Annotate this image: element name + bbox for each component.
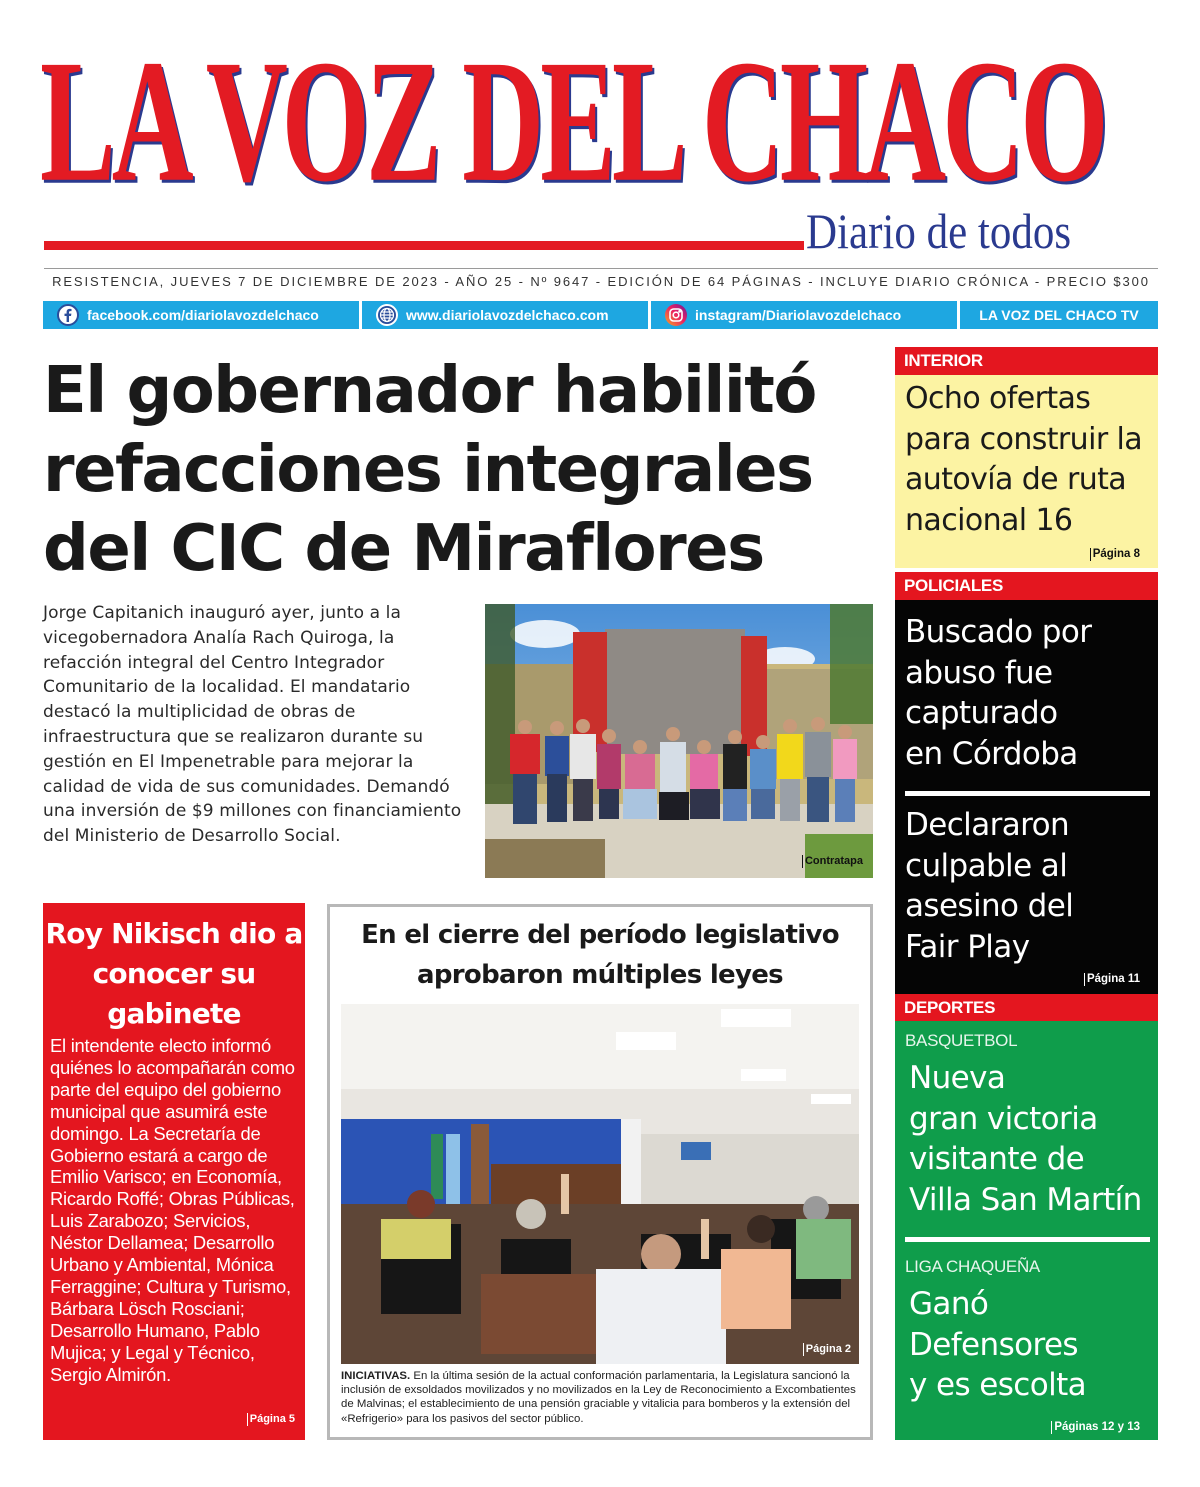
deportes-story-1[interactable]: [895, 1021, 1158, 1220]
policiales-divider: [905, 791, 1150, 796]
interior-headline-line: Ocho ofertas: [905, 381, 1091, 416]
deportes-stories[interactable]: [895, 1021, 1158, 1440]
policiales-headline-line: en Córdoba: [905, 735, 1078, 772]
lead-body: Jorge Capitanich inauguró ayer, junto a la vicegobernadora Analía Rach Quiroga, la refacción integral del Centro Integrador Comunitario de la localidad. El mandatario destacó la multiplicidad de obras de infraestructura que se realizaron durante su gestión en El Impenetrable para mejorar la calidad de vida de sus comunidades. Demandó una inversión de $9 millones con financiamiento del Ministerio de Desarrollo Social.: [43, 603, 462, 847]
dateline: RESISTENCIA, JUEVES 7 DE DICIEMBRE DE 2023 - AÑO 25 - Nº 9647 - EDICIÓN DE 64 PÁGINAS - INCLUYE DIARIO CRÓNICA - PRECIO $300: [52, 274, 1150, 289]
deportes-headline-line: Ganó: [909, 1286, 989, 1322]
newspaper-logo: LA VOZ DEL CHACO: [40, 24, 1105, 219]
lead-photo-credit: Contratapa: [802, 855, 863, 868]
deportes-headline-line: Defensores: [909, 1326, 1078, 1363]
caption-text: En la última sesión de la actual conformación parlamentaria, la Legislatura sancionó la inclusión de exsoldados movilizados y no movilizados en la Ley de Reconocimiento a Excombatientes de Malvinas; el establecimiento de una pensión graciable y vitalicia para bomberos y la extensión del «Refrigerio» para los pasivos del sector público.: [341, 1370, 856, 1425]
caption-lead: INICIATIVAS.: [341, 1370, 411, 1382]
legislature-headline[interactable]: En el cierre del período legislativo aprobaron múltiples leyes: [361, 920, 839, 990]
masthead-divider: [44, 268, 1158, 269]
policiales-stories[interactable]: [895, 600, 1158, 994]
legislature-session-photo: [341, 1004, 859, 1364]
deportes-story-2[interactable]: [895, 1256, 1158, 1406]
nikisch-headline[interactable]: Roy Nikisch dio a conocer su gabinete: [45, 917, 303, 1030]
interior-headline-line: nacional 16: [905, 502, 1073, 538]
interior-page-ref: Página 8: [1090, 548, 1140, 561]
policiales-headline-line: Fair Play: [905, 928, 1030, 965]
deportes-headline-line: gran victoria: [909, 1100, 1098, 1137]
policiales-story-1[interactable]: [895, 600, 1158, 774]
nikisch-body: El intendente electo informó quiénes lo acompañarán como parte del equipo del gobierno municipal que asumirá este domingo. La Secretaría de Gobierno estará a cargo de Emilio Varisco; en Economía, Ricardo Roffé; Obras Públicas, Luis Zarabozo; Servicios, Néstor Dellamea; Desarrollo Urbano y Ambiental, Mónica Ferraggine; Cultura y Turismo, Bárbara Lösch Rosciani; Desarrollo Humano, Pablo Mujica; y Legal y Técnico, Sergio Almirón.: [50, 1035, 295, 1385]
nikisch-page-ref: Página 5: [247, 1413, 295, 1426]
policiales-headline-line: abuso fue: [905, 654, 1053, 691]
policiales-headline-line: Declararon: [905, 807, 1070, 843]
globe-icon: [376, 304, 398, 326]
legislature-photo[interactable]: [341, 1004, 859, 1364]
interior-headline-line: autovía de ruta: [905, 462, 1127, 497]
policiales-headline-line: capturado: [905, 695, 1058, 731]
lead-headline[interactable]: El gobernador habilitó refacciones integrales del CIC de Miraflores: [43, 354, 816, 586]
policiales-story-2[interactable]: [895, 805, 1158, 967]
section-label-interior[interactable]: INTERIOR: [895, 347, 1158, 375]
website-link[interactable]: [362, 301, 648, 329]
masthead-red-rule: [44, 241, 804, 250]
deportes-headline-line: visitante de: [909, 1141, 1085, 1177]
facebook-link[interactable]: [43, 301, 359, 329]
section-label-policiales[interactable]: POLICIALES: [895, 572, 1158, 600]
deportes-subsection: BASQUETBOL: [905, 1031, 1018, 1050]
interior-headline-line: para construir la: [905, 421, 1143, 457]
policiales-headline-line: culpable al: [905, 847, 1068, 884]
section-label-deportes[interactable]: DEPORTES: [895, 994, 1158, 1022]
deportes-headline-line: Nueva: [909, 1060, 1006, 1096]
deportes-headline-line: y es escolta: [909, 1367, 1087, 1403]
interior-story[interactable]: [895, 375, 1158, 568]
policiales-headline-line: asesino del: [905, 888, 1074, 924]
policiales-headline-line: Buscado por: [905, 614, 1092, 650]
instagram-link[interactable]: [651, 301, 957, 329]
tagline: Diario de todos: [806, 203, 1072, 259]
instagram-icon: [665, 304, 687, 326]
instagram-label: instagram/Diariolavozdelchaco: [695, 307, 902, 323]
facebook-icon: [57, 304, 79, 326]
deportes-page-ref: Páginas 12 y 13: [1051, 1421, 1140, 1434]
tv-link[interactable]: [960, 301, 1158, 329]
legislature-photo-credit: Página 2: [803, 1343, 851, 1356]
policiales-page-ref: Página 11: [1084, 973, 1140, 986]
deportes-subsection: LIGA CHAQUEÑA: [905, 1257, 1040, 1276]
social-bar: [43, 301, 1158, 329]
nikisch-story[interactable]: [43, 903, 305, 1440]
deportes-headline-line: Villa San Martín: [909, 1181, 1142, 1218]
cic-building-group-photo: [485, 604, 873, 878]
legislature-story[interactable]: [327, 904, 873, 1440]
facebook-label: facebook.com/diariolavozdelchaco: [87, 307, 319, 323]
tv-label: LA VOZ DEL CHACO TV: [979, 307, 1139, 323]
legislature-caption: [341, 1369, 863, 1426]
lead-photo[interactable]: [485, 604, 873, 878]
deportes-divider: [905, 1237, 1150, 1242]
website-label: www.diariolavozdelchaco.com: [406, 307, 609, 323]
